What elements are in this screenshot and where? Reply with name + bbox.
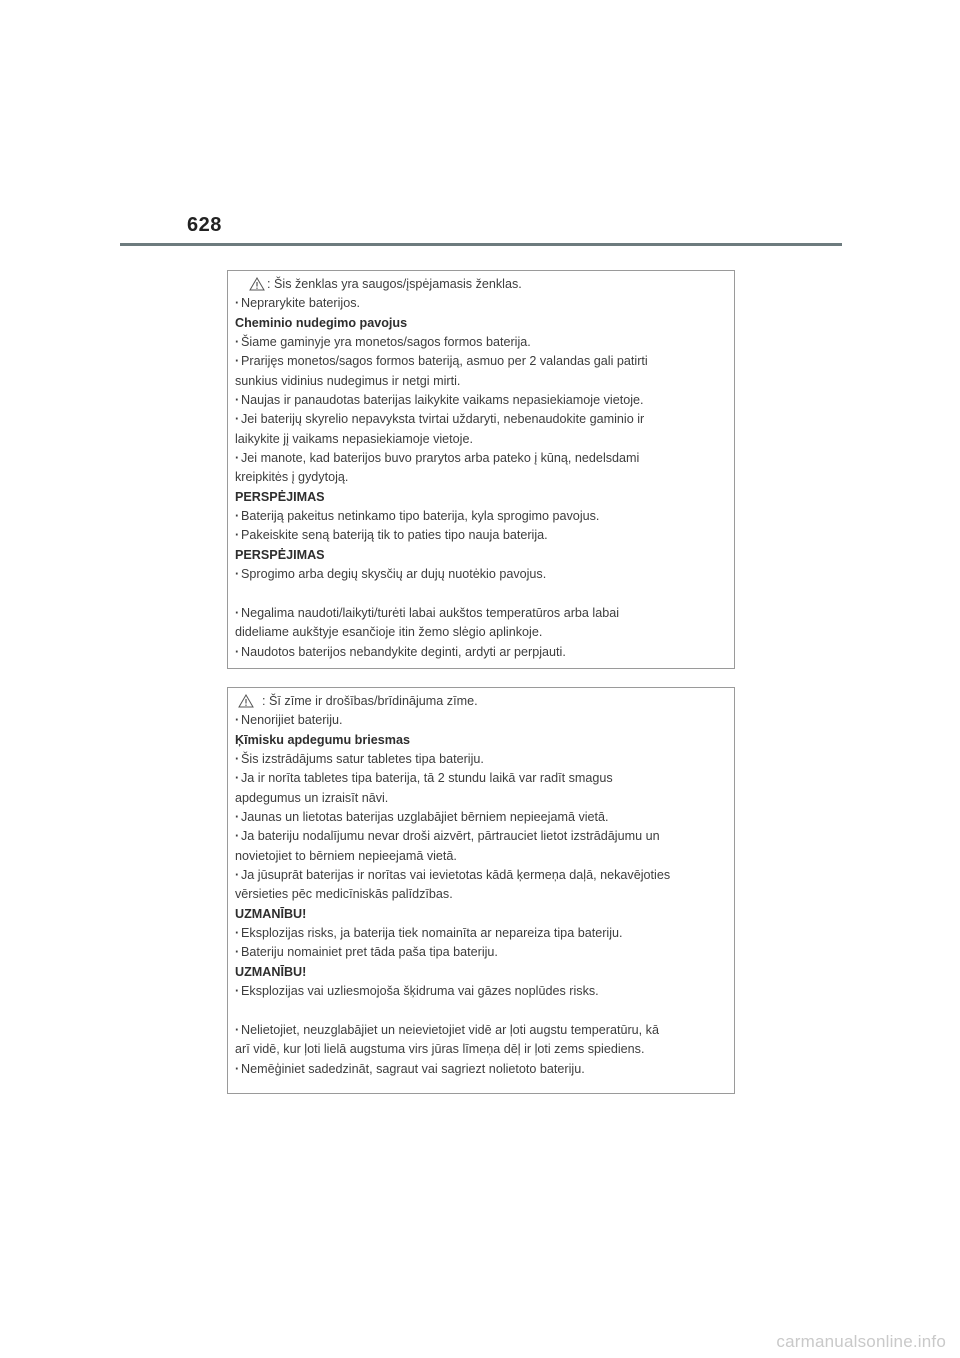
section-heading: UZMANĪBU! — [235, 964, 307, 979]
warning-triangle-icon — [249, 277, 265, 291]
bullet-line: · Nelietojiet, neuzglabājiet un neievietojiet vidē ar ļoti augstu temperatūru, kā — [235, 1021, 726, 1040]
warning-lines — [235, 294, 726, 662]
symbol-explanation-line — [235, 275, 726, 294]
section-heading: PERSPĖJIMAS — [235, 547, 325, 562]
section-heading: Ķīmisku apdegumu briesmas — [235, 732, 410, 747]
warning-box-lithuanian — [227, 270, 735, 669]
warning-lines — [235, 711, 726, 1079]
continuation-line: kreipkitės į gydytoją. — [235, 470, 349, 485]
warning-triangle-icon — [238, 694, 254, 708]
bullet-line: · Naujas ir panaudotas baterijas laikykite vaikams nepasiekiamoje vietoje. — [235, 391, 726, 410]
continuation-line: vērsieties pēc medicīniskās palīdzības. — [235, 887, 453, 902]
symbol-explanation-text: : Šī zīme ir drošības/brīdinājuma zīme. — [262, 694, 478, 708]
blank-line — [235, 585, 726, 604]
section-heading: Cheminio nudegimo pavojus — [235, 315, 408, 330]
bullet-line: · Šis izstrādājums satur tabletes tipa bateriju. — [235, 750, 726, 769]
bullet-line: · Bateriją pakeitus netinkamo tipo baterija, kyla sprogimo pavojus. — [235, 507, 726, 526]
section-heading: PERSPĖJIMAS — [235, 489, 325, 504]
continuation-line: dideliame aukštyje esančioje itin žemo slėgio aplinkoje. — [235, 625, 543, 640]
bullet-line: · Eksplozijas risks, ja baterija tiek nomainīta ar nepareiza tipa bateriju. — [235, 924, 726, 943]
symbol-explanation-line — [235, 692, 726, 711]
continuation-line: novietojiet to bērniem nepieejamā vietā. — [235, 848, 457, 863]
bullet-line: · Nemēģiniet sadedzināt, sagraut vai sagriezt nolietoto bateriju. — [235, 1060, 726, 1079]
bullet-line: · Jaunas un lietotas baterijas uzglabājiet bērniem nepieejamā vietā. — [235, 808, 726, 827]
bullet-line: · Šiame gaminyje yra monetos/sagos formos baterija. — [235, 333, 726, 352]
bullet-line: · Ja ir norīta tabletes tipa baterija, tā 2 stundu laikā var radīt smagus — [235, 769, 726, 788]
bullet-line: · Jei baterijų skyrelio nepavyksta tvirtai uždaryti, nebenaudokite gaminio ir — [235, 410, 726, 429]
bullet-line: · Naudotos baterijos nebandykite deginti, ardyti ar perpjauti. — [235, 643, 726, 662]
bullet-line: · Prarijęs monetos/sagos formos bateriją, asmuo per 2 valandas gali patirti — [235, 352, 726, 371]
bullet-line: · Neprarykite baterijos. — [235, 294, 726, 313]
bullet-line: · Negalima naudoti/laikyti/turėti labai aukštos temperatūros arba labai — [235, 604, 726, 623]
bullet-line: · Nenorijiet bateriju. — [235, 711, 726, 730]
bullet-line: · Eksplozijas vai uzliesmojoša šķidruma vai gāzes noplūdes risks. — [235, 982, 726, 1001]
blank-line — [235, 1002, 726, 1021]
continuation-line: arī vidē, kur ļoti lielā augstuma virs jūras līmeņa dēļ ir ļoti zems spiediens. — [235, 1042, 645, 1057]
warning-box-latvian — [227, 687, 735, 1094]
continuation-line: apdegumus un izraisīt nāvi. — [235, 790, 389, 805]
bullet-line: · Jei manote, kad baterijos buvo prarytos arba pateko į kūną, nedelsdami — [235, 449, 726, 468]
continuation-line: laikykite jį vaikams nepasiekiamoje vietoje. — [235, 431, 473, 446]
bullet-line: · Sprogimo arba degių skysčių ar dujų nuotėkio pavojus. — [235, 565, 726, 584]
continuation-line: sunkius vidinius nudegimus ir netgi mirti. — [235, 373, 461, 388]
bullet-line: · Ja jūsuprāt baterijas ir norītas vai ievietotas kādā ķermeņa daļā, nekavējoties — [235, 866, 726, 885]
header-rule — [120, 243, 842, 246]
watermark: carmanualsonline.info — [776, 1332, 946, 1351]
page-number: 628 — [187, 214, 222, 236]
bullet-line: · Bateriju nomainiet pret tāda paša tipa bateriju. — [235, 943, 726, 962]
section-heading: UZMANĪBU! — [235, 906, 307, 921]
bullet-line: · Pakeiskite seną bateriją tik to paties tipo nauja baterija. — [235, 526, 726, 545]
symbol-explanation-text: : Šis ženklas yra saugos/įspėjamasis ženklas. — [267, 277, 522, 291]
bullet-line: · Ja bateriju nodalījumu nevar droši aizvērt, pārtrauciet lietot izstrādājumu un — [235, 827, 726, 846]
